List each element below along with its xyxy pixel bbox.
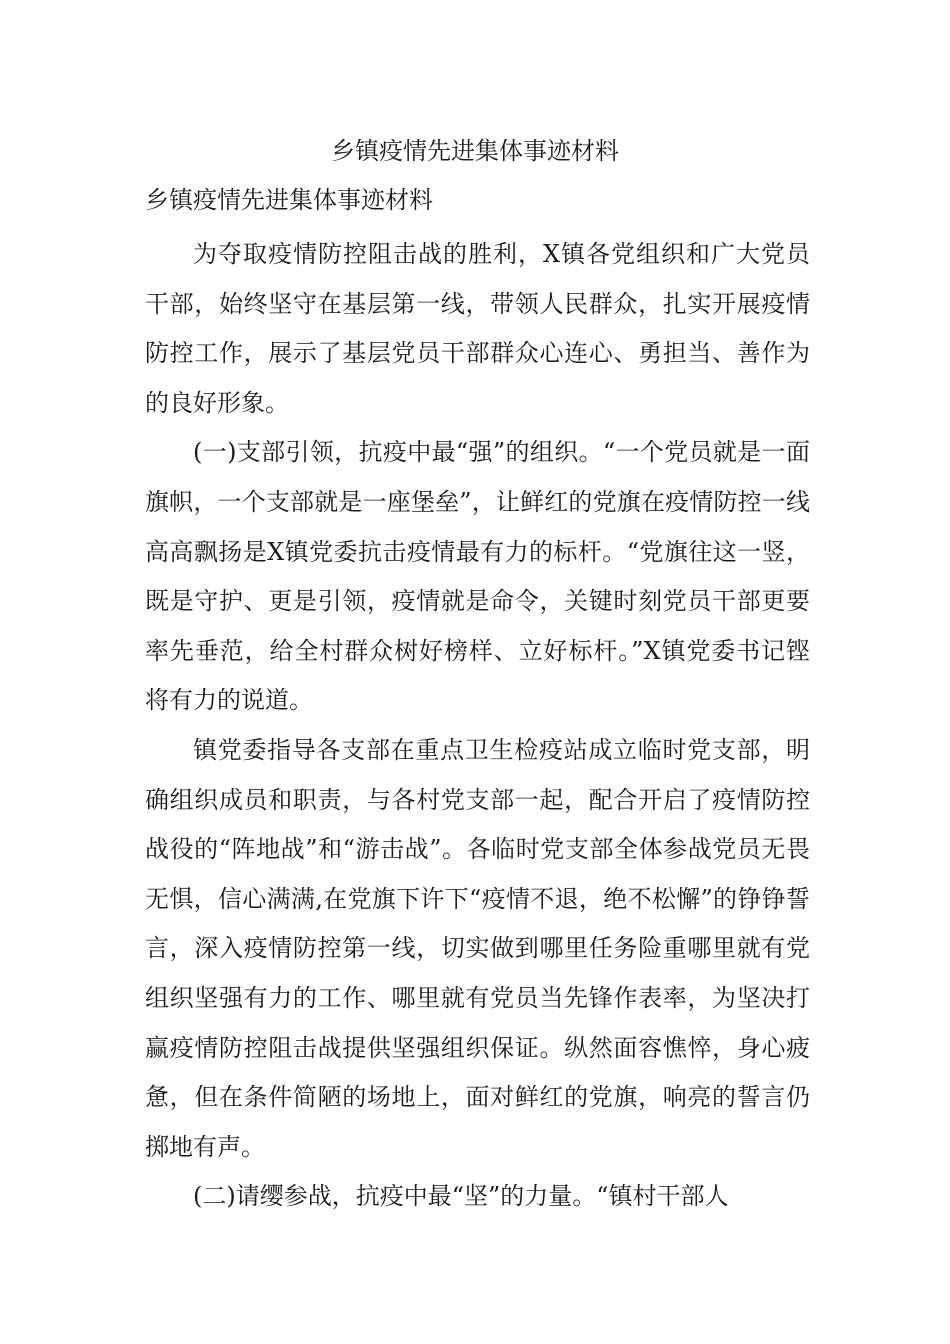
document-title: 乡镇疫情先进集体事迹材料	[331, 137, 619, 165]
paragraph-intro: 为夺取疫情防控阻击战的胜利，X镇各党组织和广大党员干部，始终坚守在基层第一线，带领人民群众，扎实开展疫情防控工作，展示了基层党员干部群众心连心、勇担当、善作为的良好形象。	[145, 240, 810, 417]
document-subtitle: 乡镇疫情先进集体事迹材料	[145, 186, 433, 214]
paragraph-section-one: (一)支部引领，抗疫中最“强”的组织。“一个党员就是一面旗帜，一个支部就是一座堡垒”，让鲜红的党旗在疫情防控一线高高飘扬是X镇党委抗击疫情最有力的标杆。“党旗往这一竖，既是守护、更是引领，疫情就是命令，关键时刻党员干部更要率先垂范，给全村群众树好榜样、立好标杆。”X镇党委书记铿将有力的说道。	[145, 438, 810, 715]
document-body	[145, 180, 810, 1222]
paragraph-temporary-branches: 镇党委指导各支部在重点卫生检疫站成立临时党支部，明确组织成员和职责，与各村党支部一起，配合开启了疫情防控战役的“阵地战”和“游击战”。各临时党支部全体参战党员无畏无惧，信心满满,在党旗下许下“疫情不退，绝不松懈”的铮铮誓言，深入疫情防控第一线，切实做到哪里任务险重哪里就有党组织坚强有力的工作、哪里就有党员当先锋作表率，为坚决打赢疫情防控阻击战提供坚强组织保证。纵然面容憔悴，身心疲惫，但在条件简陋的场地上，面对鲜红的党旗，响亮的誓言仍掷地有声。	[145, 735, 810, 1161]
paragraph-section-two: (二)请缨参战，抗疫中最“坚”的力量。“镇村干部人	[193, 1182, 729, 1211]
